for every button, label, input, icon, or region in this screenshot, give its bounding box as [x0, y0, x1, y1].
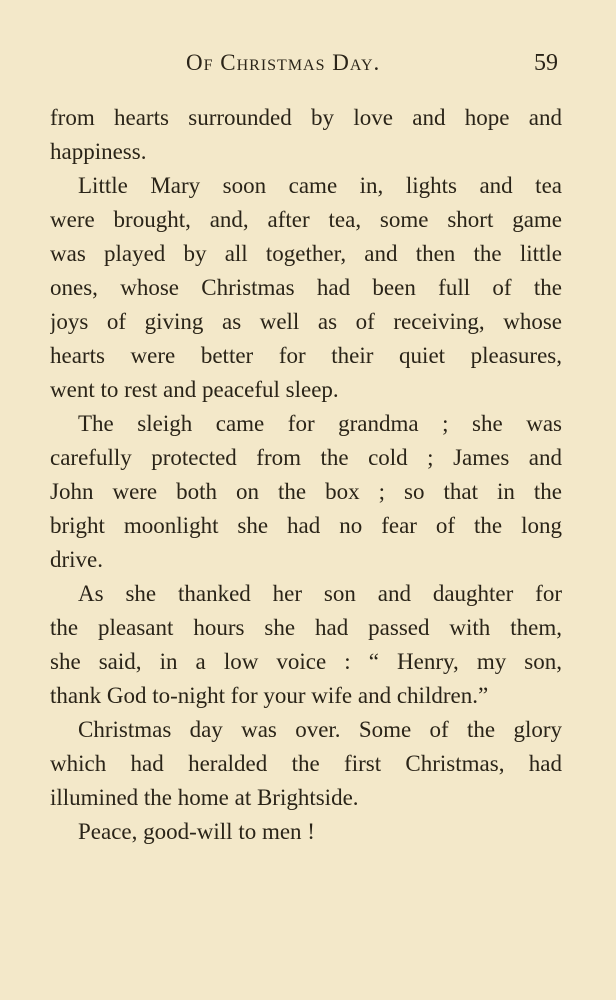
text-line: from hearts surrounded by love and hope and [50, 105, 562, 130]
text-line: went to rest and peaceful sleep. [50, 377, 339, 402]
page-number: 59 [534, 50, 558, 76]
text-line: were brought, and, after tea, some short game [50, 207, 562, 232]
text-line: was played by all together, and then the little [50, 241, 562, 266]
body-text [50, 101, 562, 849]
text-line: thank God to-night for your wife and children.” [50, 683, 489, 708]
text-line: The sleigh came for grandma ; she was [78, 411, 562, 436]
text-line: she said, in a low voice : “ Henry, my son, [50, 649, 562, 674]
text-line: Peace, good-will to men ! [78, 819, 315, 844]
text-line: which had heralded the first Christmas, had [50, 751, 562, 776]
text-line: As she thanked her son and daughter for [78, 581, 562, 606]
text-line: hearts were better for their quiet pleasures, [50, 343, 562, 368]
text-line: John were both on the box ; so that in the [50, 479, 562, 504]
text-line: joys of giving as well as of receiving, whose [50, 309, 562, 334]
text-line: bright moonlight she had no fear of the long [50, 513, 562, 538]
text-line: carefully protected from the cold ; James and [50, 445, 562, 470]
text-line: illumined the home at Brightside. [50, 785, 359, 810]
text-line: happiness. [50, 139, 147, 164]
text-line: ones, whose Christmas had been full of the [50, 275, 562, 300]
running-head: Of Christmas Day. [186, 50, 381, 75]
text-line: the pleasant hours she had passed with them, [50, 615, 562, 640]
text-line: Christmas day was over. Some of the glory [78, 717, 562, 742]
text-line: drive. [50, 547, 104, 572]
text-line: Little Mary soon came in, lights and tea [78, 173, 562, 198]
